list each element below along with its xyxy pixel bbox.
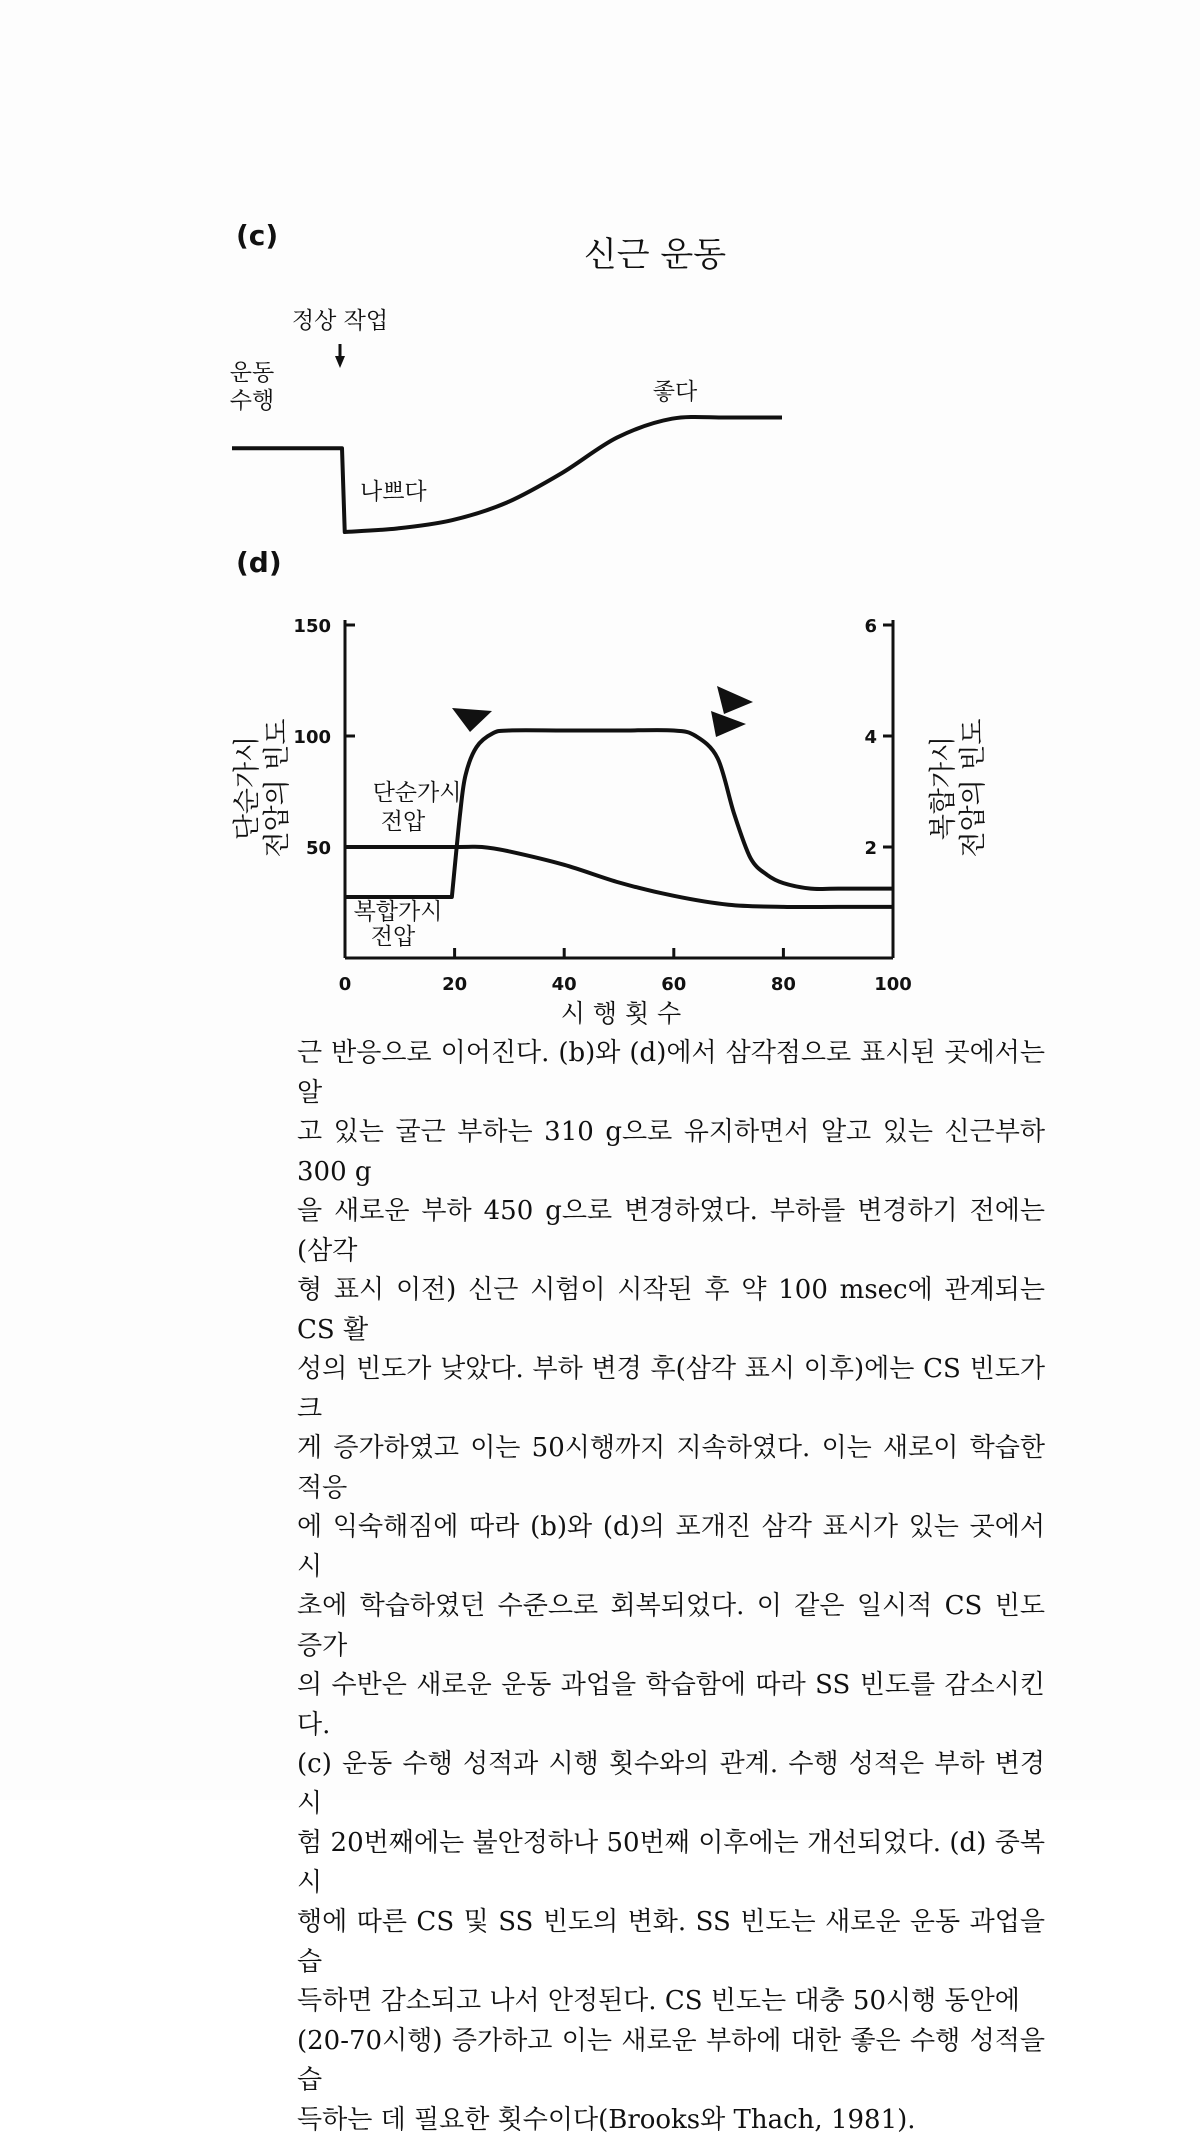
caption-line: (20-70시행) 증가하고 이는 새로운 부하에 대한 좋은 수행 성적을 습	[297, 2022, 1045, 2101]
x-tick-label: 80	[771, 974, 796, 995]
triangle-marker	[452, 708, 492, 732]
panel-c-title: 신근 운동	[584, 235, 726, 275]
good-label: 좋다	[653, 379, 698, 405]
caption-line: 초에 학습하였던 수준으로 회복되었다. 이 같은 일시적 CS 빈도 증가	[297, 1587, 1045, 1666]
x-tick-label: 0	[339, 974, 352, 995]
caption-line: 에 익숙해짐에 따라 (b)와 (d)의 포개진 삼각 표시가 있는 곳에서 시	[297, 1508, 1045, 1587]
caption-line: 근 반응으로 이어진다. (b)와 (d)에서 삼각점으로 표시된 곳에서는 알	[297, 1034, 1045, 1113]
left-y-tick-label: 50	[306, 838, 331, 859]
x-axis-label: 시 행 횟 수	[561, 999, 681, 1028]
panel-d-label: (d)	[236, 546, 282, 579]
caption-line: 형 표시 이전) 신근 시험이 시작된 후 약 100 msec에 관계되는 CS 활	[297, 1271, 1045, 1350]
caption-line: 험 20번째에는 불안정하나 50번째 이후에는 개선되었다. (d) 중복 시	[297, 1824, 1045, 1903]
cs-label-line1: 복합가시	[354, 899, 443, 925]
bad-label: 나쁘다	[360, 479, 427, 505]
left-axis-title-line2: 전압의 빈도	[262, 719, 293, 858]
performance-ylabel-line2: 수행	[230, 388, 274, 414]
caption-line: 고 있는 굴근 부하는 310 g으로 유지하면서 알고 있는 신근부하 300 g	[297, 1113, 1045, 1192]
cs-frequency-line	[345, 730, 893, 897]
right-axis-title-line1: 복합가시	[928, 736, 959, 840]
caption-line: 을 새로운 부하 450 g으로 변경하였다. 부하를 변경하기 전에는(삼각	[297, 1192, 1045, 1271]
figure	[0, 0, 1200, 1030]
right-y-tick-label: 6	[864, 616, 877, 637]
panel-c-label: (c)	[236, 219, 278, 252]
caption-line: (c) 운동 수행 성적과 시행 횟수와의 관계. 수행 성적은 부하 변경 시	[297, 1745, 1045, 1824]
caption-line: 행에 따른 CS 및 SS 빈도의 변화. SS 빈도는 새로운 운동 과업을 습	[297, 1903, 1045, 1982]
left-axis-title-line1: 단순가시	[232, 736, 263, 840]
panel-c	[230, 219, 782, 532]
ss-label-line1: 단순가시	[373, 780, 462, 806]
x-tick-label: 20	[442, 974, 467, 995]
right-y-tick-label: 4	[864, 727, 877, 748]
caption-line: 게 증가하였고 이는 50시행까지 지속하였다. 이는 새로이 학습한 적응	[297, 1429, 1045, 1508]
panel-d	[232, 546, 989, 1028]
caption-line: 득하면 감소되고 나서 안정된다. CS 빈도는 대충 50시행 동안에	[297, 1982, 1045, 2022]
down-arrow-icon	[335, 344, 345, 368]
double-triangle-marker	[711, 686, 753, 737]
left-axis-title	[232, 719, 293, 858]
x-tick-label: 100	[874, 974, 912, 995]
x-tick-label: 60	[661, 974, 686, 995]
caption-line: 의 수반은 새로운 운동 과업을 학습함에 따라 SS 빈도를 감소시킨다.	[297, 1666, 1045, 1745]
left-y-tick-label: 150	[293, 616, 331, 637]
left-y-tick-label: 100	[293, 727, 331, 748]
caption-line: 득하는 데 필요한 횟수이다(Brooks와 Thach, 1981).	[297, 2101, 1045, 2140]
performance-ylabel-line1: 운동	[230, 360, 274, 386]
figure-caption	[297, 1034, 1045, 2140]
caption-line: 성의 빈도가 낮았다. 부하 변경 후(삼각 표시 이후)에는 CS 빈도가 크	[297, 1350, 1045, 1429]
cs-label-line2: 전압	[371, 924, 416, 950]
right-axis-title	[928, 719, 989, 858]
right-y-tick-label: 2	[864, 838, 877, 859]
ss-label-line2: 전압	[381, 809, 426, 835]
normal-task-label: 정상 작업	[292, 308, 388, 334]
x-tick-label: 40	[552, 974, 577, 995]
right-axis-title-line2: 전압의 빈도	[958, 719, 989, 858]
performance-line	[232, 417, 782, 532]
